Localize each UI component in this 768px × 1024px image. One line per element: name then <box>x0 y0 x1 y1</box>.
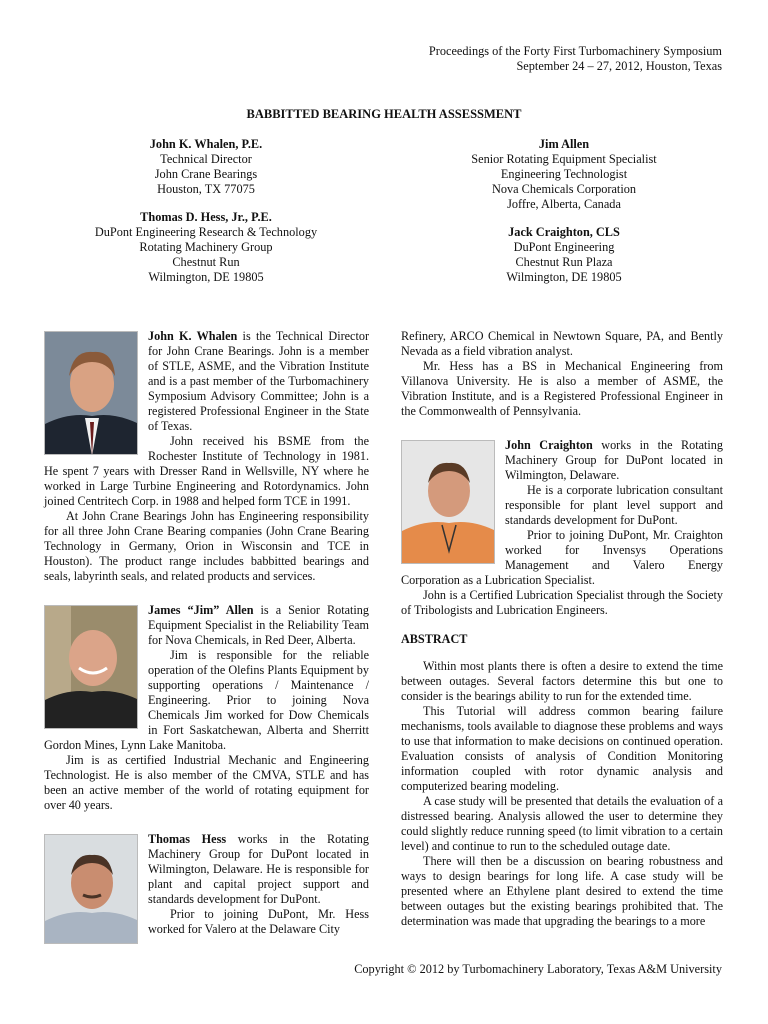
abstract-heading: ABSTRACT <box>401 632 468 646</box>
bio-text: is a Senior Rotating Equipment Specialist in the Reliability Team for Nova Chemicals, in Red Deer, Alberta. <box>148 603 369 647</box>
bio-text: Mr. Hess has a BS in Mechanical Engineering from Villanova University. He is also a member of ASME, the Vibration Institute, and is a Registered Professional Engineer in the Commonwealth of Pennsylvania. <box>401 359 723 418</box>
bio-name-hess: Thomas Hess <box>148 832 227 846</box>
bio-text: Prior to joining DuPont, Mr. Craighton worked for Invensys Operations Management and Valero Energy Corporation as a Lubrication Specialist. <box>401 528 723 587</box>
bio-text: Jim is as certified Industrial Mechanic and Engineering Technologist. He is also member of the CMVA, STLE and has been an active member of the world of rotating equipment for over 40 years. <box>44 753 369 812</box>
photo-allen <box>44 605 138 729</box>
author-affiliation: Houston, TX 77075 <box>157 182 255 196</box>
author-block-allen <box>403 137 725 212</box>
bio-text: Prior to joining DuPont, Mr. Hess worked for Valero at the Delaware City <box>148 907 369 936</box>
photo-whalen <box>44 331 138 455</box>
left-column <box>44 329 369 946</box>
author-affiliation: John Crane Bearings <box>154 167 258 181</box>
bio-text: works in the Rotating Machinery Group for DuPont located in Wilmington, Delaware. He is responsible for plant and capital project support and standards development for DuPont. <box>148 832 369 906</box>
right-column <box>401 329 723 929</box>
author-affiliation: Chestnut Run <box>172 255 240 269</box>
paper-title: BABBITTED BEARING HEALTH ASSESSMENT <box>246 107 522 121</box>
author-affiliation: Rotating Machinery Group <box>139 240 273 254</box>
author-affiliation: Technical Director <box>160 152 252 166</box>
author-name: John K. Whalen, P.E. <box>149 137 263 151</box>
author-block-hess <box>46 210 366 285</box>
abstract-paragraph: There will then be a discussion on bearing robustness and ways to design bearings for long life. A case study will be presented where an Ethylene plant desired to extend the time between outages but the existing bearings prohibited that. The determination was made that upgrading the bearings to a more <box>401 854 723 928</box>
bio-text: Refinery, ARCO Chemical in Newtown Square, PA, and Bently Nevada as a field vibration analyst. <box>401 329 723 358</box>
author-block-whalen <box>46 137 366 197</box>
bio-name-craighton: John Craighton <box>505 438 593 452</box>
author-affiliation: Joffre, Alberta, Canada <box>507 197 621 211</box>
bio-text: John is a Certified Lubrication Specialist through the Society of Tribologists and Lubrication Engineers. <box>401 588 723 617</box>
bio-text: is the Technical Director for John Crane Bearings. John is a member of STLE, ASME, and the Vibration Institute and is a past member of the Turbomachinery Symposium Advisory Committee; John is a registered Professional Engineer in the State of Texas. <box>148 329 370 433</box>
author-affiliation: Senior Rotating Equipment Specialist <box>471 152 657 166</box>
author-block-craighton <box>403 225 725 285</box>
bio-text: John received his BSME from the Rochester Institute of Technology in 1981. He spent 7 years with Dresser Rand in Wellsville, NY where he worked in Large Turbine Engineering and Rotordynamics. John joined Centritech Corp. in 1988 and helped form TCE in 1991. <box>44 434 369 508</box>
bio-name-allen: James “Jim” Allen <box>148 603 254 617</box>
photo-craighton <box>401 440 495 564</box>
proceedings-title: Proceedings of the Forty First Turbomachinery Symposium <box>428 44 722 58</box>
author-affiliation: Wilmington, DE 19805 <box>506 270 622 284</box>
bio-text: works in the Rotating Machinery Group for DuPont located in Wilmington, Delaware. <box>505 438 723 482</box>
bio-name-whalen: John K. Whalen <box>148 329 238 343</box>
bio-text: He is a corporate lubrication consultant responsible for plant level support and standards development for DuPont. <box>505 483 723 527</box>
photo-hess <box>44 834 138 944</box>
author-name: Thomas D. Hess, Jr., P.E. <box>140 210 272 224</box>
author-affiliation: Chestnut Run Plaza <box>515 255 613 269</box>
author-affiliation: DuPont Engineering Research & Technology <box>94 225 318 239</box>
proceedings-dates: September 24 – 27, 2012, Houston, Texas <box>516 59 722 73</box>
bio-text: At John Crane Bearings John has Engineering responsibility for all three John Crane Bearing companies (John Crane Bearing Technology in Germany, Orion in Wisconsin and TCE in Houston). The product range includes babbitted bearings and seals, labyrinth seals, and related products and services. <box>44 509 369 583</box>
copyright-footer: Copyright © 2012 by Turbomachinery Laboratory, Texas A&M University <box>354 962 722 976</box>
author-name: Jim Allen <box>538 137 590 151</box>
author-affiliation: Engineering Technologist <box>500 167 628 181</box>
bio-text: Jim is responsible for the reliable operation of the Olefins Plants Equipment by supporting operations / Maintenance / Engineering. Prior to joining Nova Chemicals Jim worked for Dow Chemicals in Fort Saskatchewan, Alberta and Sherritt Gordon Mines, Lynn Lake Manitoba. <box>44 648 369 752</box>
author-affiliation: DuPont Engineering <box>513 240 615 254</box>
proceedings-header <box>429 44 722 74</box>
author-affiliation: Nova Chemicals Corporation <box>491 182 637 196</box>
author-affiliation: Wilmington, DE 19805 <box>148 270 264 284</box>
abstract-paragraph: A case study will be presented that details the evaluation of a distressed bearing. Analysis allowed the user to determine they could slightly reduce running speed (to limit vibration to a certain level) and continue to run to the scheduled outage date. <box>401 794 723 853</box>
author-name: Jack Craighton, CLS <box>508 225 620 239</box>
abstract-paragraph: This Tutorial will address common bearing failure mechanisms, tools available to diagnose these problems and ways to use that information to make decisions on continued operation. Evaluation consists of analysis of Condition Monitoring information coupled with rotor dynamic analysis and computerized bearing modeling. <box>401 704 723 793</box>
abstract-paragraph: Within most plants there is often a desire to extend the time between outages. Several factors determine this but one to consider is the bearings ability to run for the extended time. <box>401 659 723 703</box>
